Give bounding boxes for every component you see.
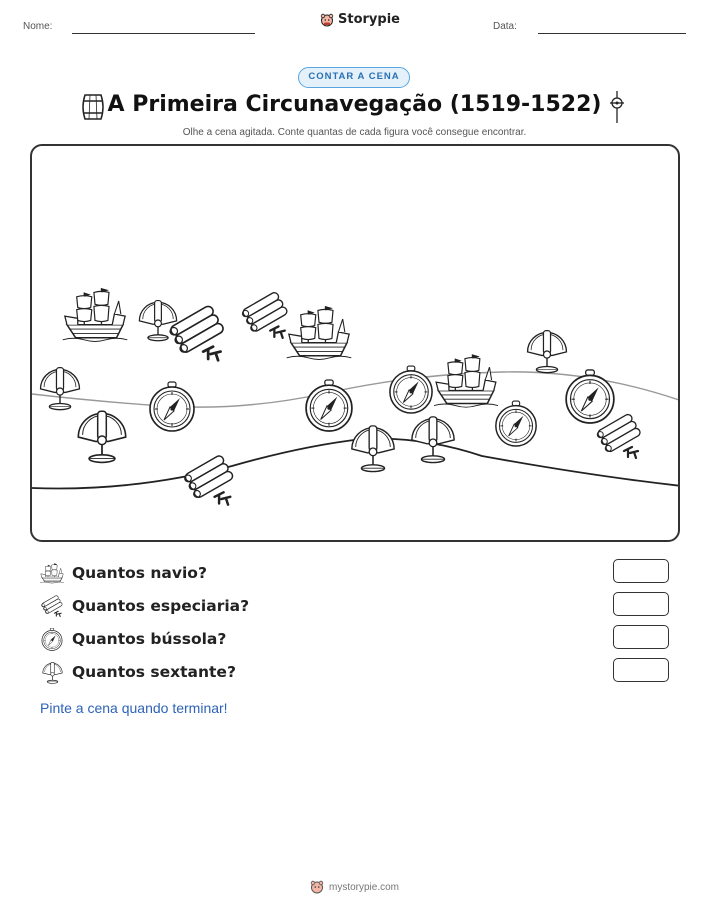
date-field[interactable] <box>538 33 686 34</box>
name-label: Nome: <box>23 21 53 32</box>
question-compasses <box>40 626 226 652</box>
question-label: Quantos sextante? <box>72 663 236 681</box>
spice-figure[interactable] <box>178 452 240 508</box>
name-field[interactable] <box>72 33 255 34</box>
question-label: Quantos bússola? <box>72 630 227 648</box>
sextant-figure[interactable] <box>408 412 458 466</box>
compass-figure[interactable] <box>494 398 538 450</box>
answer-box-sextants[interactable] <box>613 658 669 682</box>
answer-box-ships[interactable] <box>613 559 669 583</box>
mascot-icon <box>320 13 334 27</box>
sextant-figure[interactable] <box>74 406 130 466</box>
footer <box>0 880 709 894</box>
page-title: A Primeira Circunavegação (1519-1522) <box>107 92 602 117</box>
coloring-note: Pinte a cena quando terminar! <box>40 700 228 716</box>
sextant-figure[interactable] <box>136 296 180 344</box>
sextant-figure[interactable] <box>524 324 570 378</box>
question-spices <box>40 593 249 619</box>
sextant-figure[interactable] <box>37 364 83 412</box>
counting-scene <box>30 144 680 542</box>
question-sextants <box>40 659 236 685</box>
wave-lines <box>32 146 680 542</box>
question-ships <box>40 560 207 586</box>
sextant-icon <box>41 661 64 684</box>
answer-box-spices[interactable] <box>613 592 669 616</box>
footer-url[interactable]: mystorypie.com <box>328 881 399 893</box>
question-label: Quantos especiaria? <box>72 597 250 615</box>
ship-figure[interactable] <box>62 286 128 342</box>
compass-icon <box>41 628 63 651</box>
astrolabe-icon <box>606 90 628 124</box>
spice-figure[interactable] <box>236 289 294 341</box>
mascot-icon <box>310 880 324 894</box>
compass-figure[interactable] <box>564 368 616 426</box>
instructions: Olhe a cena agitada. Conte quantas de cada figura você consegue encontrar. <box>182 127 527 138</box>
ship-figure[interactable] <box>434 352 498 408</box>
ship-icon <box>40 562 64 584</box>
compass-figure[interactable] <box>388 364 434 416</box>
compass-figure[interactable] <box>148 378 196 436</box>
answer-box-compasses[interactable] <box>613 625 669 649</box>
question-label: Quantos navio? <box>72 564 207 582</box>
brand-name: Storypie <box>338 12 400 27</box>
sextant-figure[interactable] <box>348 422 398 474</box>
compass-figure[interactable] <box>304 376 354 436</box>
brand-logo <box>320 12 400 27</box>
spice-icon <box>40 594 64 618</box>
ship-figure[interactable] <box>286 304 352 360</box>
activity-badge: CONTAR A CENA <box>298 67 410 88</box>
date-label: Data: <box>493 21 517 32</box>
